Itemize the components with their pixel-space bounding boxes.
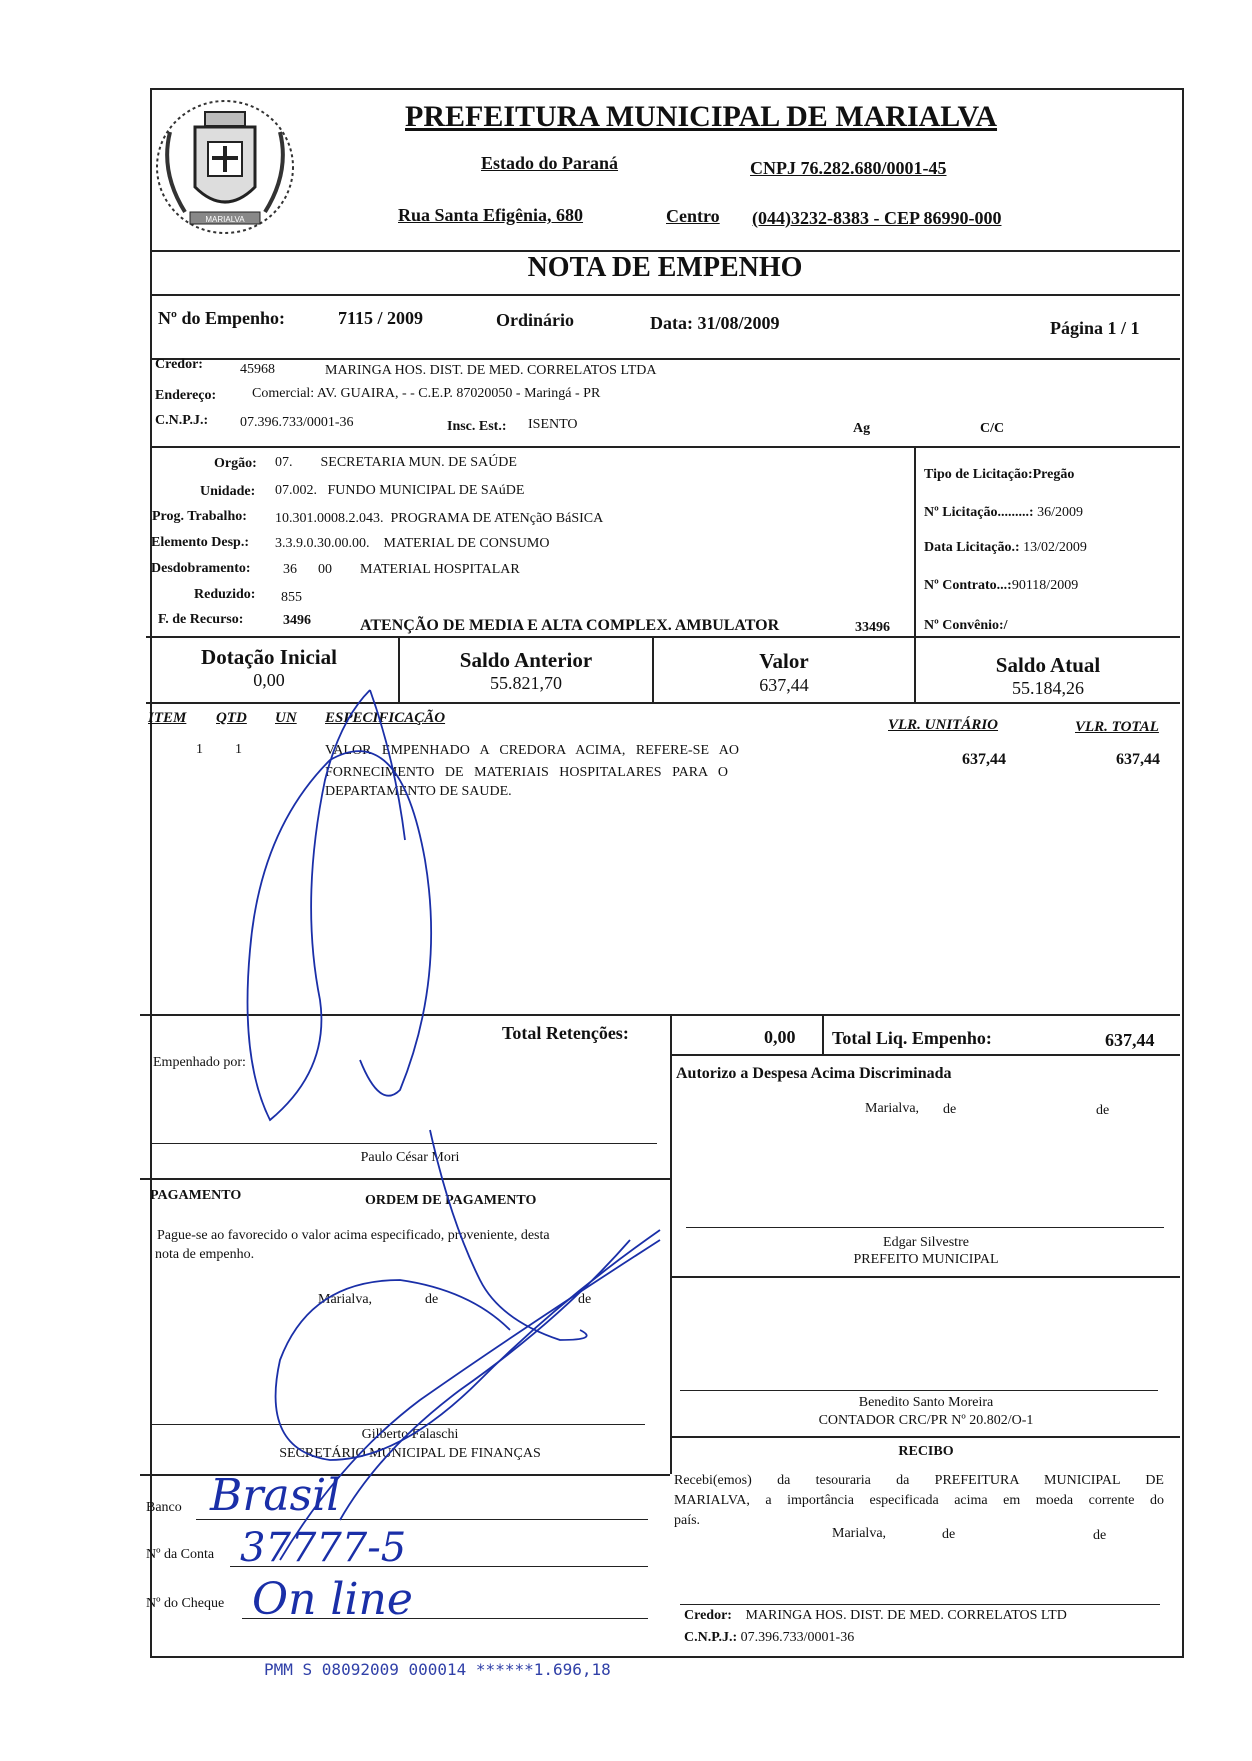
contrato-label: Nº Contrato...: [924, 578, 1012, 593]
item-desc-line1: VALOR EMPENHADO A CREDORA ACIMA, REFERE-SE AO [325, 743, 739, 758]
item-qtd: 1 [235, 742, 242, 757]
item-desc-line2: FORNECIMENTO DE MATERIAIS HOSPITALARES PARA O [325, 765, 728, 780]
data-licitacao: 13/02/2009 [1023, 540, 1087, 555]
elemento-label: Elemento Desp.: [151, 535, 249, 550]
item-number: 1 [196, 742, 203, 757]
prog-value: 10.301.0008.2.043. PROGRAMA DE ATENçãO BáSICA [275, 511, 604, 526]
col-espec: ESPECIFICAÇÃO [325, 710, 446, 726]
recibo-credor-label: Credor: [684, 1608, 732, 1623]
dotacao-label: Dotação Inicial [201, 645, 337, 669]
cnpj-label: C.N.P.J.: [155, 413, 209, 428]
recibo-cnpj: 07.396.733/0001-36 [740, 1630, 855, 1645]
cc-label: C/C [980, 421, 1005, 436]
retencoes-value: 0,00 [764, 1027, 796, 1047]
page-title: PREFEITURA MUNICIPAL DE MARIALVA [405, 100, 998, 133]
atual-label: Saldo Atual [995, 653, 1101, 677]
dotacao-value: 0,00 [253, 670, 285, 690]
conta-label: Nº da Conta [146, 1547, 215, 1562]
col-item: ITEM [148, 710, 187, 726]
elemento-value: 3.3.9.0.30.00.00. MATERIAL DE CONSUMO [275, 536, 550, 551]
bank-stamp: PMM S 08092009 000014 ******1.696,18 [264, 1660, 611, 1679]
banco-handwritten: Brasil [210, 1470, 341, 1521]
recibo-marialva: Marialva, [832, 1526, 887, 1541]
empenho-data: Data: 31/08/2009 [650, 313, 780, 333]
autorizo-marialva: Marialva, [865, 1101, 920, 1116]
fonte-desc: ATENÇÃO DE MEDIA E ALTA COMPLEX. AMBULATOR [360, 617, 780, 634]
ordem-pagamento: ORDEM DE PAGAMENTO [365, 1193, 537, 1208]
ag-label: Ag [853, 421, 871, 436]
atual-value: 55.184,26 [1012, 678, 1084, 698]
orgao-label: Orgão: [214, 456, 257, 471]
item-desc-line3: DEPARTAMENTO DE SAUDE. [325, 784, 512, 799]
unidade-label: Unidade: [200, 484, 256, 499]
prog-label: Prog. Trabalho: [152, 509, 247, 524]
empenhado-por: Empenhado por: [153, 1055, 246, 1070]
conta-handwritten: 37777-5 [240, 1525, 407, 1571]
data-licitacao-label: Data Licitação.: [924, 540, 1020, 555]
pagamento-de1: de [425, 1292, 439, 1307]
licitacao-numero: 36/2009 [1037, 505, 1083, 520]
recibo-credor: MARINGA HOS. DIST. DE MED. CORRELATOS LTD [745, 1608, 1067, 1623]
col-qtd: QTD [216, 710, 247, 726]
credor-insc: ISENTO [528, 417, 578, 432]
insc-label: Insc. Est.: [447, 419, 507, 434]
valor-label: Valor [759, 649, 809, 673]
recibo-label: RECIBO [898, 1444, 954, 1459]
col-unit: VLR. UNITÁRIO [888, 717, 999, 733]
contador-title: CONTADOR CRC/PR Nº 20.802/O-1 [818, 1413, 1034, 1428]
prefeito-title: PREFEITO MUNICIPAL [853, 1252, 999, 1267]
desdob-value: 36 00 MATERIAL HOSPITALAR [283, 562, 520, 577]
fonte-codigo: 3496 [283, 613, 311, 628]
telefone-cep: (044)3232-8383 - CEP 86990-000 [752, 208, 1002, 228]
item-total-value: 637,44 [1116, 751, 1160, 768]
valor-value: 637,44 [759, 675, 809, 695]
fonte-num: 33496 [855, 620, 890, 635]
empenhador-name: Paulo César Mori [360, 1150, 460, 1165]
endereco-header: Rua Santa Efigênia, 680 [398, 205, 584, 225]
col-un: UN [275, 710, 297, 726]
tipo-licitacao: Tipo de Licitação:Pregão [924, 467, 1075, 482]
desdob-label: Desdobramento: [151, 561, 251, 576]
doc-title: NOTA DE EMPENHO [527, 252, 803, 283]
crest-text: MARIALVA [205, 215, 245, 224]
secretario-name: Gilberto Falaschi [361, 1427, 459, 1442]
reduzido-value: 855 [281, 590, 302, 605]
retencoes-label: Total Retenções: [502, 1023, 629, 1043]
empenho-tipo: Ordinário [496, 310, 575, 330]
recibo-cnpj-label: C.N.P.J.: [684, 1630, 738, 1645]
autorizo-de2: de [1096, 1103, 1110, 1118]
liq-value: 637,44 [1105, 1030, 1155, 1050]
convenio: Nº Convênio:/ [924, 618, 1008, 633]
empenho-label: Nº do Empenho: [158, 308, 285, 328]
contrato-numero: 90118/2009 [1011, 578, 1079, 593]
recibo-texto3: país. [674, 1513, 701, 1528]
credor-codigo: 45968 [240, 362, 275, 377]
pagamento-label: PAGAMENTO [150, 1188, 242, 1203]
pagamento-de2: de [578, 1292, 592, 1307]
banco-label: Banco [146, 1500, 182, 1515]
anterior-value: 55.821,70 [490, 673, 562, 693]
credor-cnpj: 07.396.733/0001-36 [240, 415, 354, 430]
bairro-header: Centro [666, 206, 720, 226]
recibo-de1: de [942, 1527, 956, 1542]
credor-endereco: Comercial: AV. GUAIRA, - - C.E.P. 87020050 - Maringá - PR [252, 386, 601, 401]
col-total: VLR. TOTAL [1075, 719, 1159, 735]
pagamento-texto2: nota de empenho. [155, 1247, 255, 1262]
item-unit-value: 637,44 [962, 751, 1006, 768]
recibo-texto2: MARIALVA, a importância especificada acima em moeda corrente do [674, 1493, 1164, 1508]
credor-label: Credor: [155, 357, 203, 372]
recibo-texto1: Recebi(emos) da tesouraria da PREFEITURA MUNICIPAL DE [674, 1473, 1164, 1488]
cheque-label: Nº do Cheque [146, 1596, 225, 1611]
empenho-numero: 7115 / 2009 [338, 308, 424, 328]
pagamento-marialva: Marialva, [318, 1292, 373, 1307]
recibo-de2: de [1093, 1528, 1107, 1543]
fonte-label: F. de Recurso: [158, 612, 244, 627]
orgao-value: 07. SECRETARIA MUN. DE SAÚDE [275, 455, 517, 470]
estado: Estado do Paraná [481, 153, 619, 173]
autorizo-text: Autorizo a Despesa Acima Discriminada [676, 1065, 952, 1082]
page-number: Página 1 / 1 [1050, 318, 1140, 338]
unidade-value: 07.002. FUNDO MUNICIPAL DE SAúDE [275, 483, 525, 498]
cheque-handwritten: On line [252, 1574, 413, 1625]
liq-label: Total Liq. Empenho: [832, 1028, 992, 1048]
licitacao-label: Nº Licitação.........: [924, 505, 1034, 520]
prefeito-name: Edgar Silvestre [883, 1235, 969, 1250]
cnpj-header: CNPJ 76.282.680/0001-45 [750, 158, 947, 178]
contador-name: Benedito Santo Moreira [858, 1395, 994, 1410]
endereco-label: Endereço: [155, 388, 217, 403]
secretario-title: SECRETÁRIO MUNICIPAL DE FINANÇAS [279, 1446, 541, 1461]
pagamento-texto1: Pague-se ao favorecido o valor acima especificado, proveniente, desta [157, 1228, 550, 1243]
autorizo-de1: de [943, 1102, 957, 1117]
anterior-label: Saldo Anterior [459, 648, 593, 672]
reduzido-label: Reduzido: [194, 587, 256, 602]
credor-nome: MARINGA HOS. DIST. DE MED. CORRELATOS LTDA [325, 363, 657, 378]
